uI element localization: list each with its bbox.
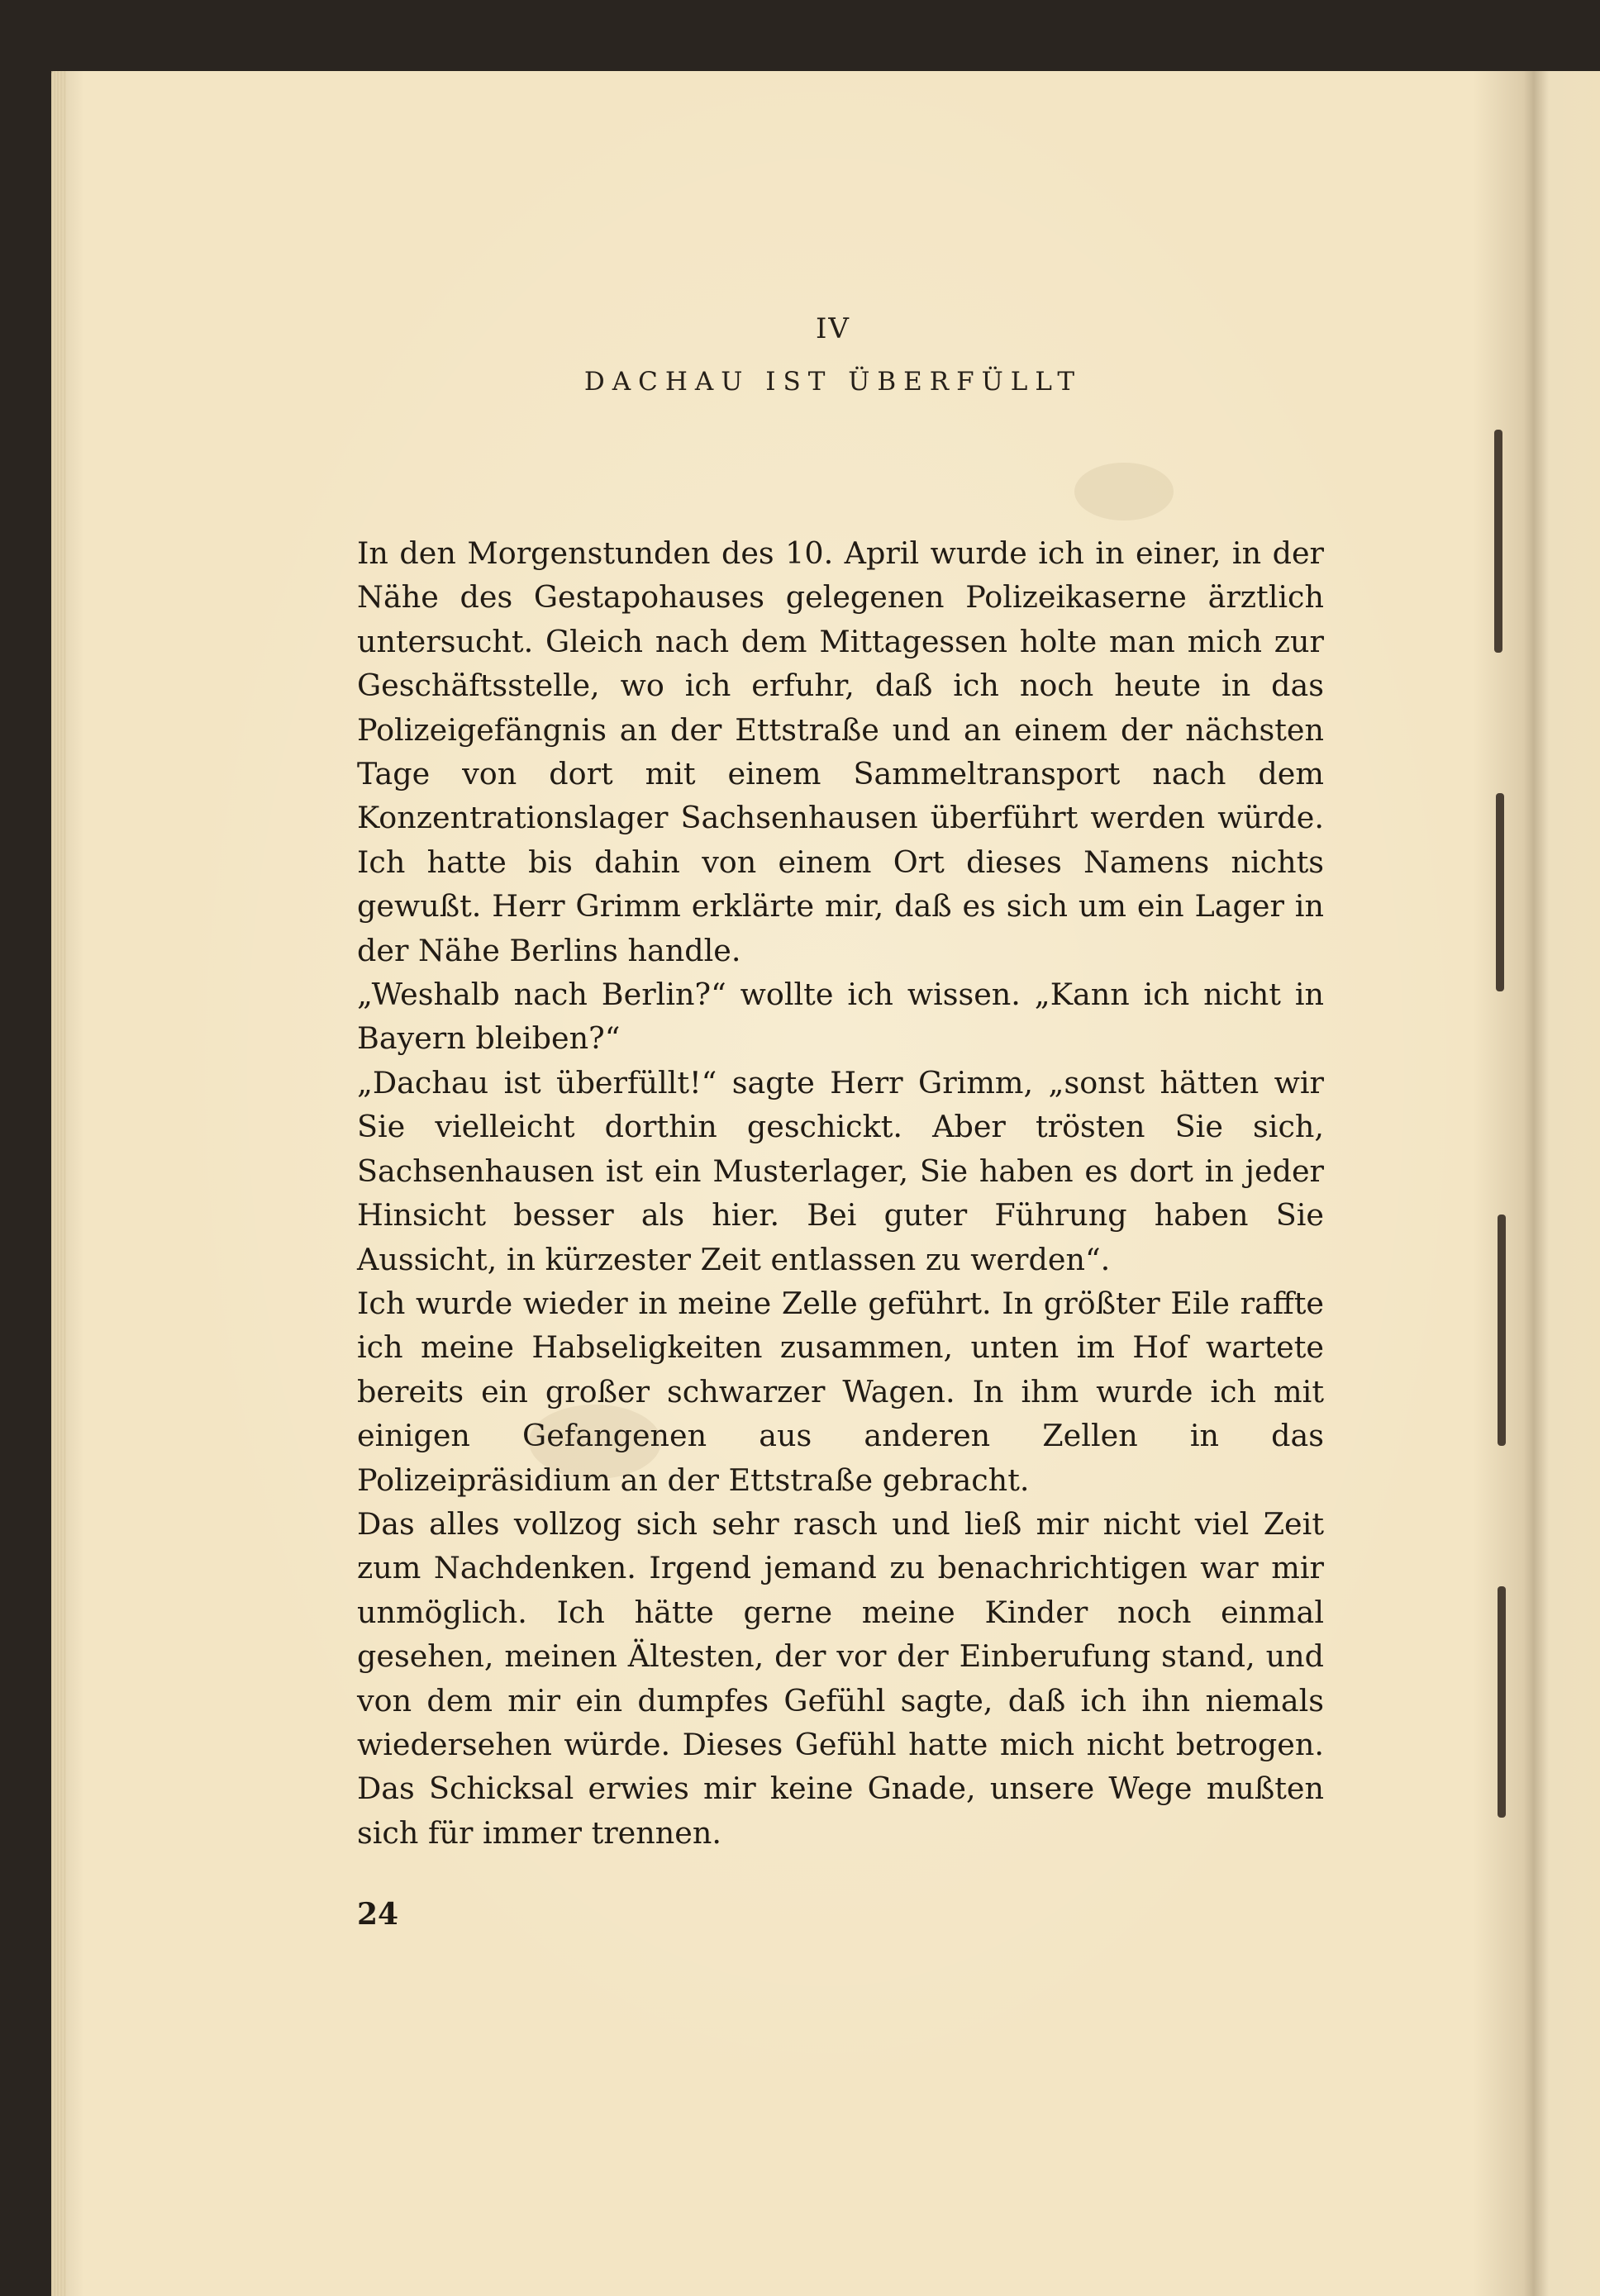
body-text [357, 531, 1324, 1855]
book-gutter [1473, 71, 1600, 2296]
binding-mark [1494, 430, 1502, 653]
paragraph: Ich wurde wieder in meine Zelle geführt. In größter Eile raffte ich meine Habseligkeiten zusammen, unten im Hof wartete bereits ein großer schwarzer Wagen. In ihm wurde ich mit einigen Gefangenen aus anderen Zellen in das Polizeipräsidium an der Ettstraße gebracht. [357, 1285, 1324, 1498]
paragraph: „Weshalb nach Berlin?“ wollte ich wissen. „Kann ich nicht in Bayern bleiben?“ [357, 977, 1324, 1057]
binding-mark [1496, 793, 1504, 991]
paper-stain [1074, 463, 1174, 521]
paragraph: Das alles vollzog sich sehr rasch und ließ mir nicht viel Zeit zum Nachdenken. Irgend jemand zu benachrichtigen war mir unmöglich. Ich hätte gerne meine Kinder noch einmal gesehen, meinen Ältesten, der vor der Einberufung stand, und von dem mir ein dumpfes Gefühl sagte, daß ich ihn niemals wiedersehen würde. Dieses Gefühl hatte mich nicht betrogen. Das Schicksal erwies mir keine Gnade, unsere Wege mußten sich für immer trennen. [357, 1505, 1324, 1851]
paragraph: In den Morgenstunden des 10. April wurde ich in einer, in der Nähe des Gestapohauses gelegenen Polizeikaserne ärztlich untersucht. Gleich nach dem Mittagessen holte man mich zur Geschäftsstelle, wo ich erfuhr, daß ich noch heute in das Polizeigefängnis an der Ettstraße und an einem der nächsten Tage von dort mit einem Sammeltransport nach dem Konzentrationslager Sachsenhausen überführt werden würde. Ich hatte bis dahin von einem Ort dieses Namens nichts gewußt. Herr Grimm erklärte mir, daß es sich um ein Lager in der Nähe Berlins handle. [357, 535, 1324, 968]
chapter-number: IV [816, 312, 850, 345]
paragraph: „Dachau ist überfüllt!“ sagte Herr Grimm, „sonst hätten wir Sie vielleicht dorthin geschickt. Aber trösten Sie sich, Sachsenhausen ist ein Musterlager, Sie haben es dort in jeder Hinsicht besser als hier. Bei guter Führung haben Sie Aussicht, in kürzester Zeit entlassen zu werden“. [357, 1064, 1324, 1277]
chapter-title: DACHAU IST ÜBERFÜLLT [583, 367, 1083, 397]
binding-mark [1498, 1586, 1506, 1818]
page-number: 24 [357, 1897, 399, 1932]
page-edges [51, 71, 66, 2296]
binding-mark [1498, 1215, 1506, 1446]
